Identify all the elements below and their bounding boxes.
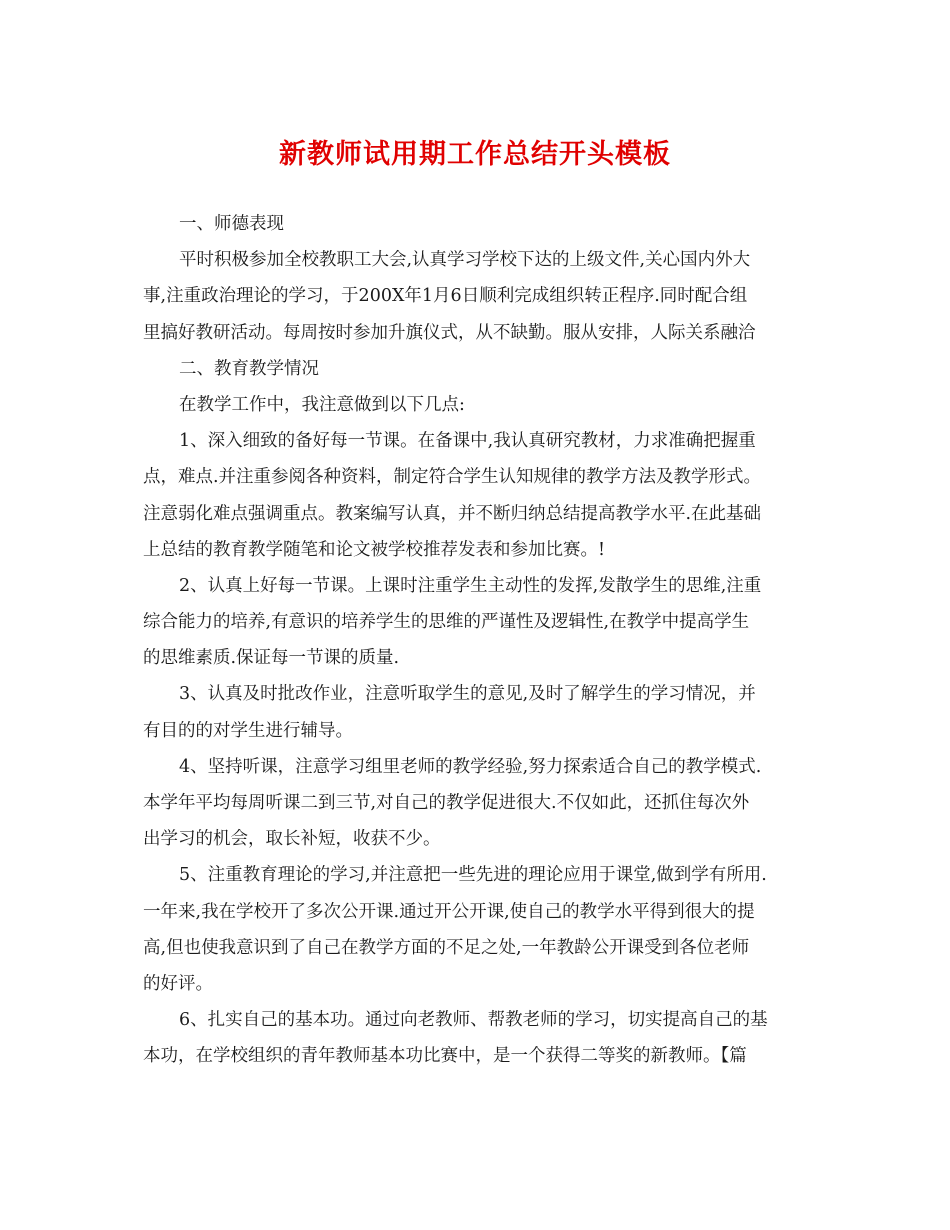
text-line: 出学习的机会，取长补短，收获不少。: [143, 829, 441, 850]
text-line: 4、坚持听课，注意学习组里老师的教学经验,努力探索适合自己的教学模式.: [179, 756, 762, 777]
document-body: [143, 206, 798, 1075]
text-line: 有目的的对学生进行辅导。: [143, 720, 353, 741]
text-line: 的好评。: [143, 973, 213, 994]
document-title: 新教师试用期工作总结开头模板: [279, 139, 671, 170]
text-line: 点，难点.并注重参阅各种资料，制定符合学生认知规律的教学方法及教学形式。: [143, 467, 762, 488]
text-line: 6、扎实自己的基本功。通过向老教师、帮教老师的学习，切实提高自己的基: [179, 1010, 768, 1031]
text-line: 二、教育教学情况: [179, 358, 319, 379]
text-line: 在教学工作中，我注意做到以下几点:: [179, 394, 465, 415]
text-line: 5、注重教育理论的学习,并注意把一些先进的理论应用于课堂,做到学有所用.: [179, 865, 767, 886]
text-line: 一、师德表现: [179, 214, 284, 234]
text-line: 3、认真及时批改作业，注意听取学生的意见,及时了解学生的学习情况，并: [179, 684, 756, 705]
text-line: 里搞好教研活动。每周按时参加升旗仪式，从不缺勤。服从安排，人际关系融洽: [143, 322, 756, 343]
text-line: 1、深入细致的备好每一节课。在备课中,我认真研究教材，力求准确把握重: [179, 431, 756, 452]
text-line: 一年来,我在学校开了多次公开课.通过开公开课,使自己的教学水平得到很大的提: [143, 901, 755, 922]
text-line: 注意弱化难点强调重点。教案编写认真，并不断归纳总结提高教学水平.在此基础: [143, 503, 762, 524]
text-line: 的思维素质.保证每一节课的质量.: [143, 648, 400, 669]
text-line: 2、认真上好每一节课。上课时注重学生主动性的发挥,发散学生的思维,注重: [179, 575, 762, 596]
text-line: 上总结的教育教学随笔和论文被学校推荐发表和参加比赛。!: [143, 539, 606, 560]
text-line: 平时积极参加全校教职工大会,认真学习学校下达的上级文件,关心国内外大: [179, 250, 751, 271]
text-line: 事,注重政治理论的学习，于200X年1月6日顺利完成组织转正程序.同时配合组: [143, 286, 748, 307]
text-line: 综合能力的培养,有意识的培养学生的思维的严谨性及逻辑性,在教学中提高学生: [143, 612, 750, 633]
text-line: 本功，在学校组织的青年教师基本功比赛中，是一个获得二等奖的新教师。【篇: [143, 1046, 747, 1067]
text-line: 本学年平均每周听课二到三节,对自己的教学促进很大.不仅如此，还抓住每次外: [143, 793, 750, 813]
text-line: 高,但也使我意识到了自己在教学方面的不足之处,一年教龄公开课受到各位老师: [143, 937, 750, 958]
